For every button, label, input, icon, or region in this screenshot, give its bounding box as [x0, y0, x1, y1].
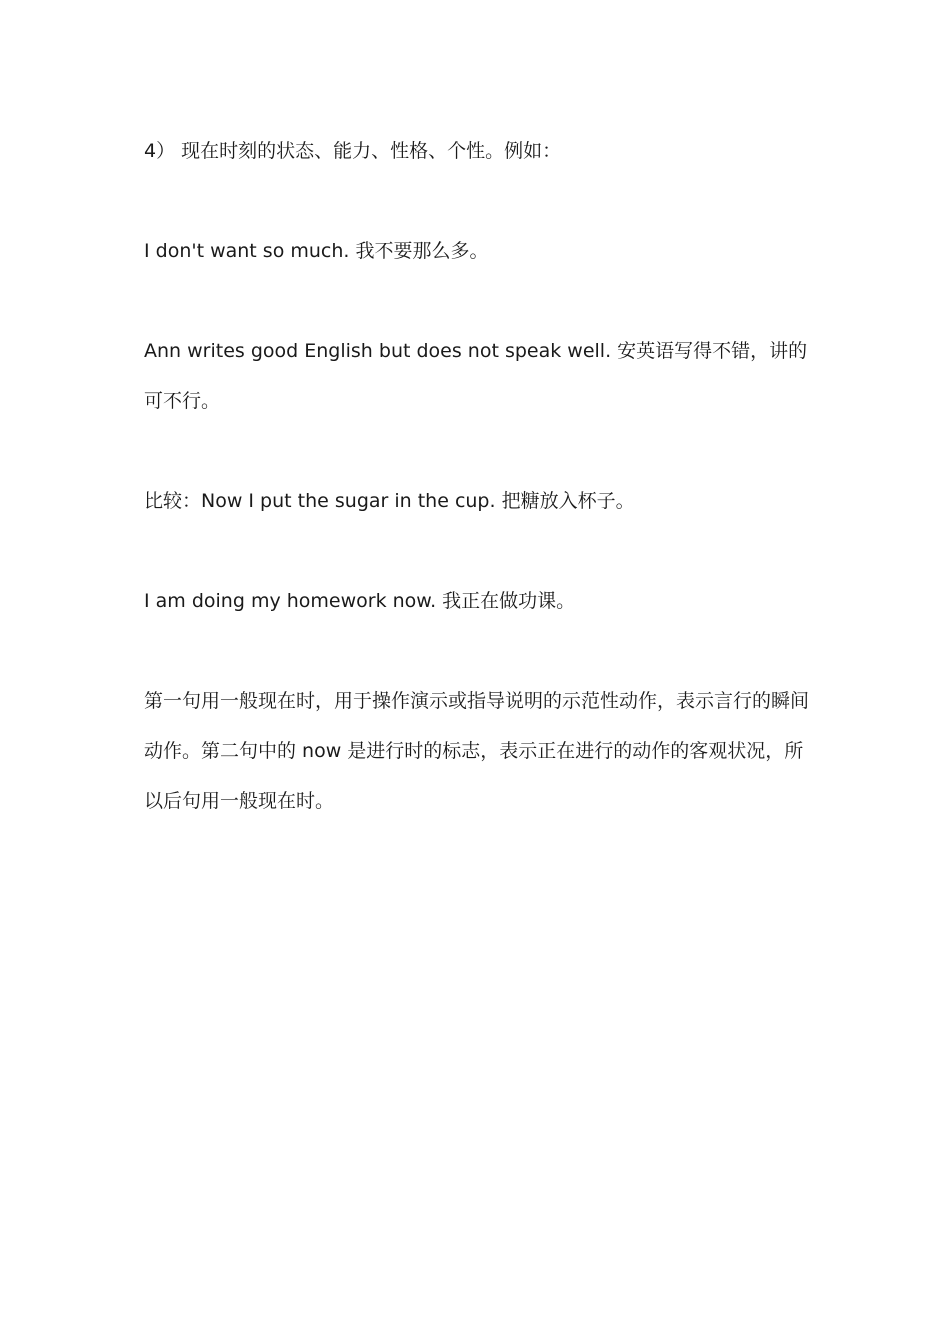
- paragraph-comparison: 比较：Now I put the sugar in the cup. 把糖放入杯子。: [144, 490, 635, 512]
- paragraph-example-1: I don't want so much. 我不要那么多。: [144, 240, 489, 262]
- paragraph-explanation: 第一句用一般现在时，用于操作演示或指导说明的示范性动作，表示言行的瞬间动作。第二句中的 now 是进行时的标志，表示正在进行的动作的客观状况，所以后句用一般现在时。: [144, 690, 810, 812]
- document-body: [144, 126, 812, 826]
- paragraph-spacer: [144, 276, 812, 326]
- paragraph-heading: 4） 现在时刻的状态、能力、性格、个性。例如：: [144, 140, 562, 162]
- paragraph-example-2: Ann writes good English but does not speak well. 安英语写得不错，讲的可不行。: [144, 340, 808, 412]
- paragraph-spacer: [144, 176, 812, 226]
- paragraph-spacer: [144, 426, 812, 476]
- paragraph-example-3: I am doing my homework now. 我正在做功课。: [144, 590, 576, 612]
- paragraph-spacer: [144, 626, 812, 676]
- paragraph-spacer: [144, 526, 812, 576]
